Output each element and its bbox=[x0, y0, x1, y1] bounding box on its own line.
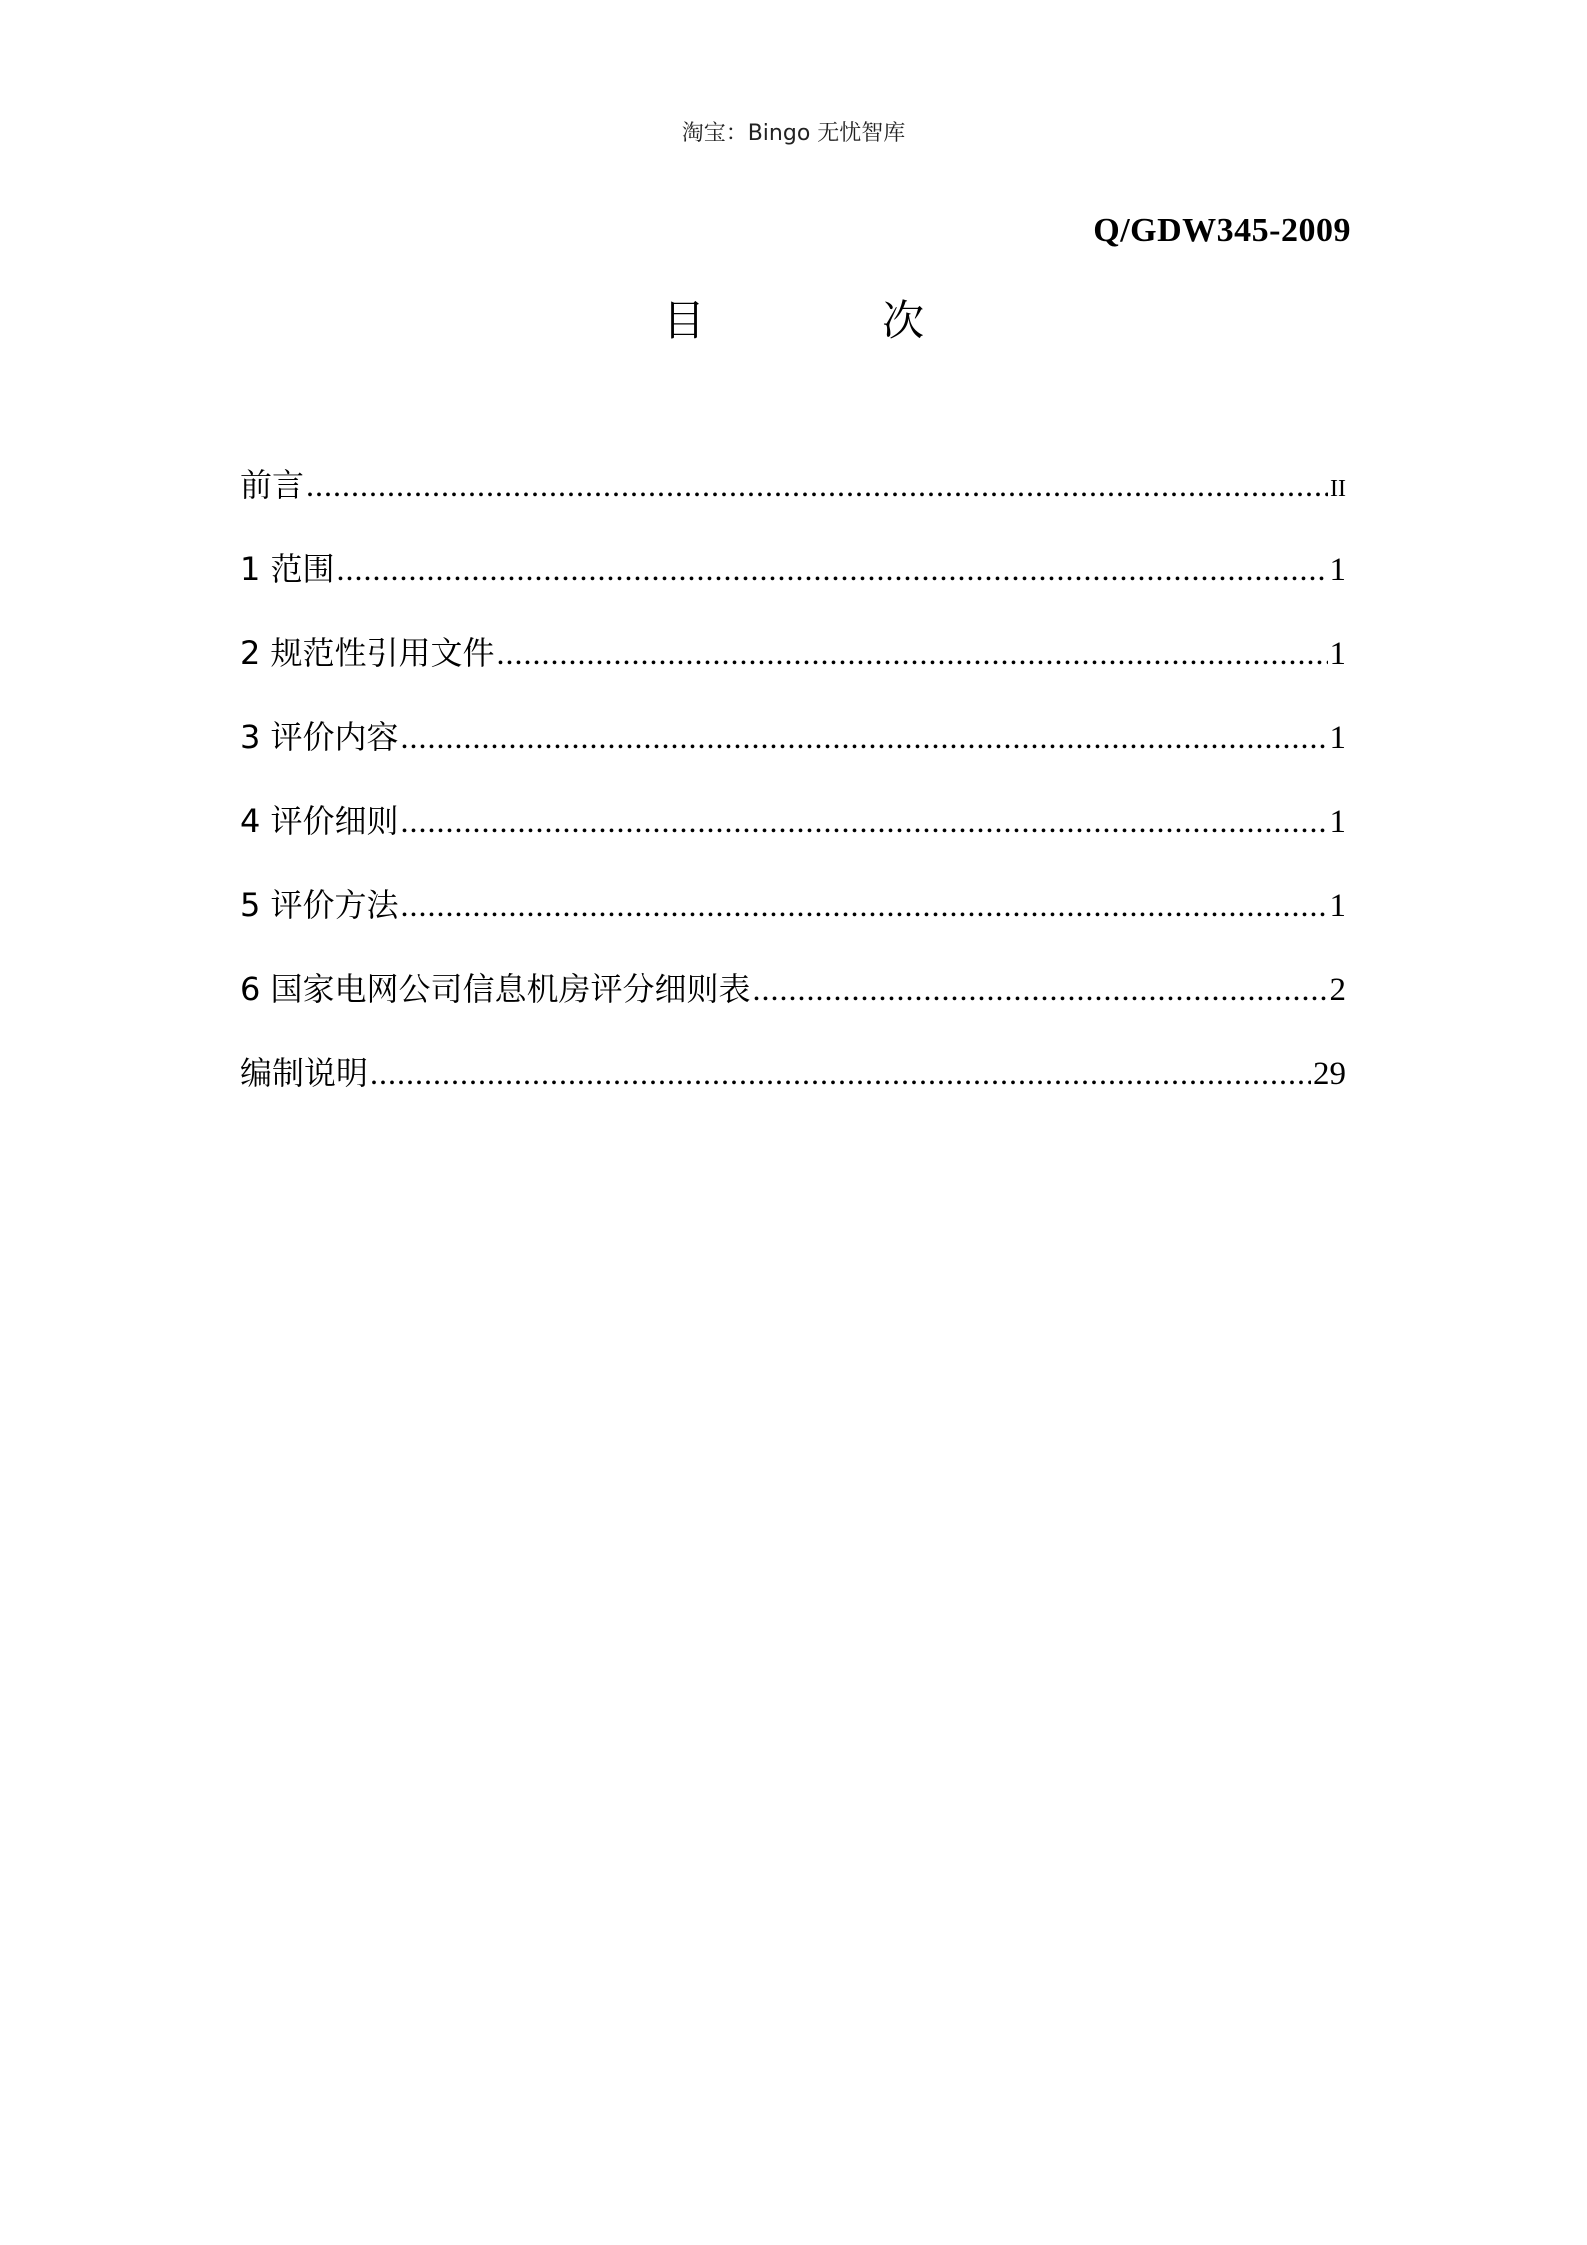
toc-entry-label: 1 范围 bbox=[240, 550, 335, 588]
toc-entry-evaluation-content[interactable] bbox=[240, 712, 1346, 796]
toc-entry-page: 1 bbox=[1329, 888, 1346, 924]
toc-entry-compilation-notes[interactable] bbox=[240, 1048, 1346, 1132]
toc-entry-label: 4 评价细则 bbox=[240, 802, 399, 840]
toc-entry-page: II bbox=[1330, 476, 1346, 502]
toc-entry-evaluation-rules[interactable] bbox=[240, 796, 1346, 880]
toc-entry-normative-references[interactable] bbox=[240, 628, 1346, 712]
standard-code: Q/GDW345-2009 bbox=[1093, 212, 1351, 249]
toc-entry-label: 6 国家电网公司信息机房评分细则表 bbox=[240, 970, 751, 1008]
toc-entry-foreword[interactable] bbox=[240, 460, 1346, 544]
toc-entry-page: 29 bbox=[1313, 1056, 1346, 1092]
toc-title: 目 次 bbox=[662, 296, 1007, 345]
toc-dot-leader bbox=[497, 635, 1328, 672]
toc-dot-leader bbox=[370, 1055, 1311, 1092]
toc-entry-page: 1 bbox=[1329, 804, 1346, 840]
table-of-contents bbox=[240, 460, 1346, 1132]
toc-entry-label: 3 评价内容 bbox=[240, 718, 399, 756]
toc-dot-leader bbox=[401, 719, 1328, 756]
toc-entry-scope[interactable] bbox=[240, 544, 1346, 628]
toc-entry-label: 2 规范性引用文件 bbox=[240, 634, 495, 672]
toc-dot-leader bbox=[337, 551, 1328, 588]
toc-dot-leader bbox=[753, 971, 1328, 1008]
toc-entry-page: 1 bbox=[1329, 720, 1346, 756]
toc-dot-leader bbox=[306, 467, 1328, 504]
toc-dot-leader bbox=[401, 887, 1328, 924]
toc-entry-evaluation-method[interactable] bbox=[240, 880, 1346, 964]
toc-entry-label: 前言 bbox=[240, 466, 305, 504]
toc-entry-page: 1 bbox=[1329, 636, 1346, 672]
toc-entry-label: 编制说明 bbox=[240, 1054, 369, 1092]
header-note: 淘宝：Bingo 无忧智库 bbox=[681, 121, 906, 146]
toc-dot-leader bbox=[401, 803, 1328, 840]
toc-entry-page: 2 bbox=[1329, 972, 1346, 1008]
toc-entry-scoring-table[interactable] bbox=[240, 964, 1346, 1048]
toc-entry-label: 5 评价方法 bbox=[240, 886, 399, 924]
toc-entry-page: 1 bbox=[1329, 552, 1346, 588]
